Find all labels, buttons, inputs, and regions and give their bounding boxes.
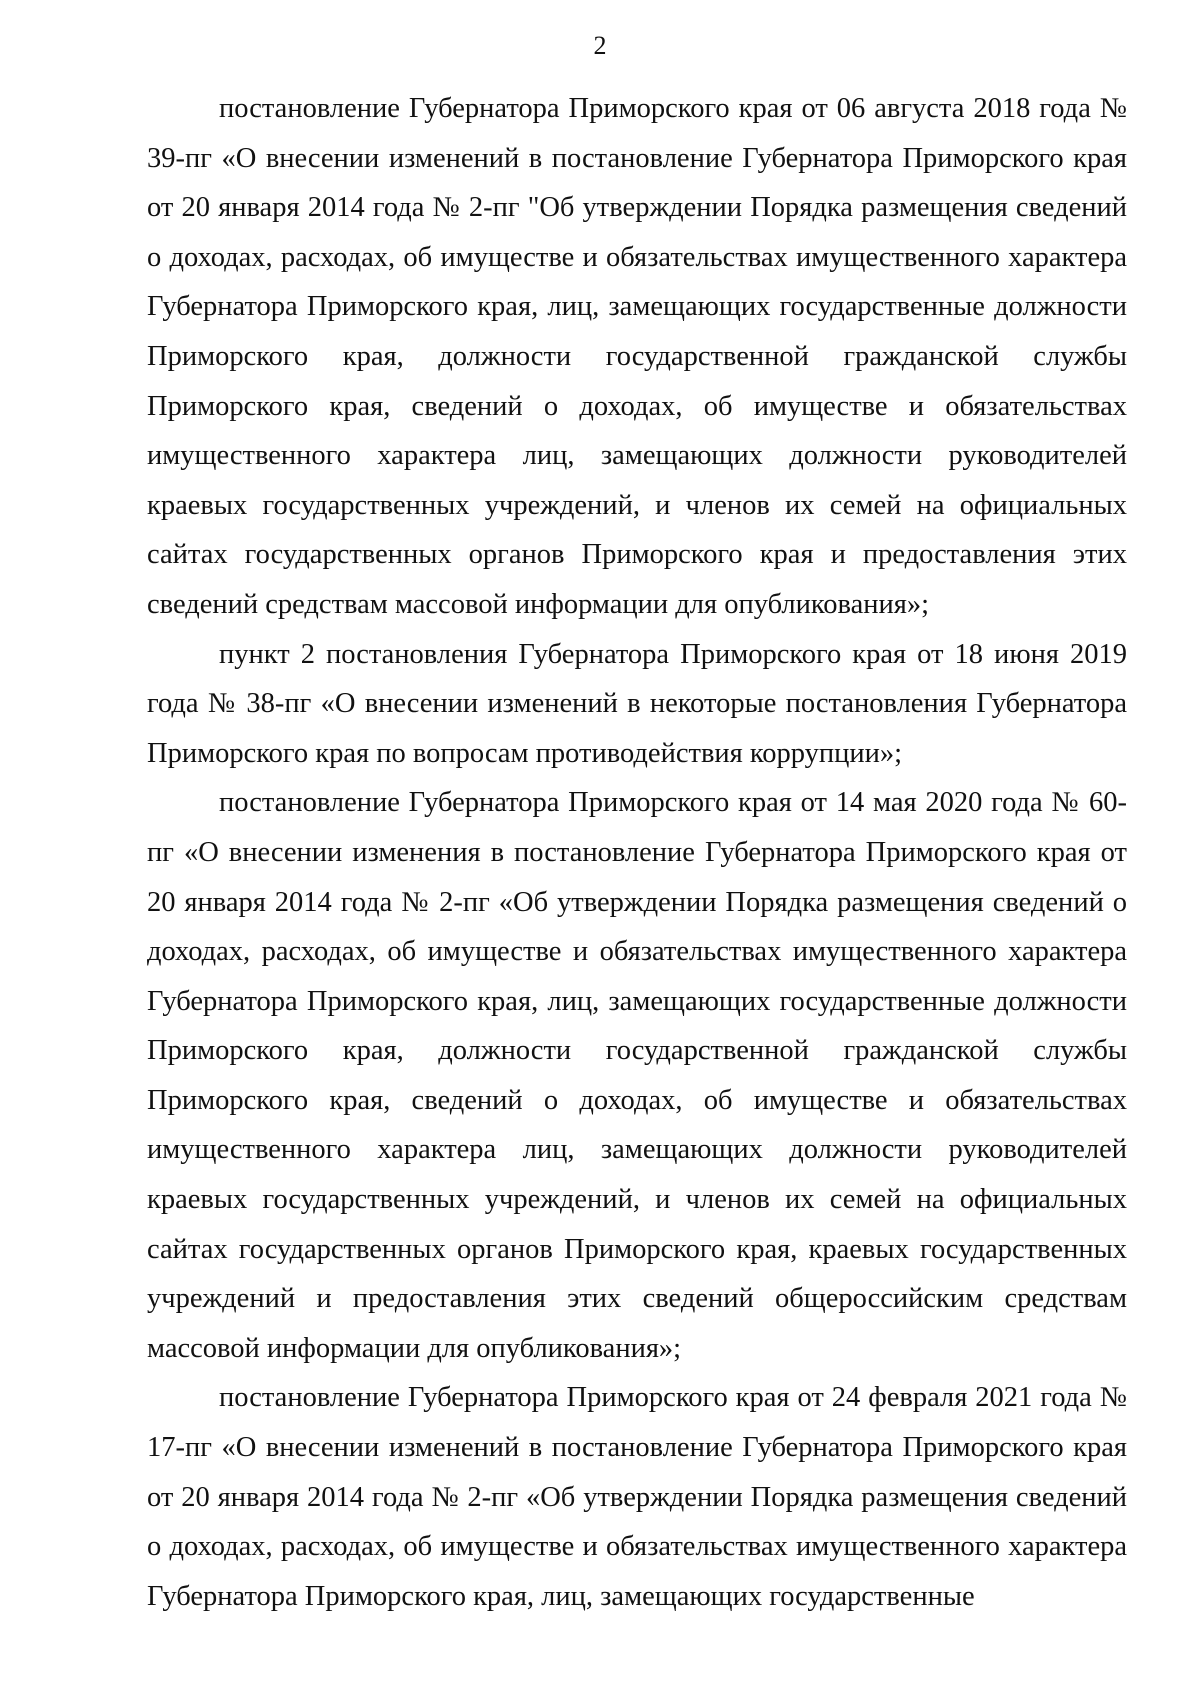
page-number: 2 [593, 31, 607, 60]
paragraph-amendment-2019: пункт 2 постановления Губернатора Приморского края от 18 июня 2019 года № 38-пг «О внесении изменений в некоторые постановления Губернатора Приморского края по вопросам противодействия коррупции»; [147, 638, 1127, 769]
paragraph-amendment-2021: постановление Губернатора Приморского края от 24 февраля 2021 года № 17-пг «О внесении изменений в постановление Губернатора Приморского края от 20 января 2014 года № 2-пг «Об утверждении Порядка размещения сведений о доходах, расходах, об имуществе и обязательствах имущественного характера Губернатора Приморского края, лиц, замещающих государственные [147, 1382, 1127, 1612]
document-body [147, 84, 1127, 1621]
paragraph-amendment-2018: постановление Губернатора Приморского края от 06 августа 2018 года № 39-пг «О внесении изменений в постановление Губернатора Приморского края от 20 января 2014 года № 2-пг "Об утверждении Порядка размещения сведений о доходах, расходах, об имуществе и обязательствах имущественного характера Губернатора Приморского края, лиц, замещающих государственные должности Приморского края, должности государственной гражданской службы Приморского края, сведений о доходах, об имуществе и обязательствах имущественного характера лиц, замещающих должности руководителей краевых государственных учреждений, и членов их семей на официальных сайтах государственных органов Приморского края и предоставления этих сведений средствам массовой информации для опубликования»; [147, 93, 1127, 620]
paragraph-amendment-2020: постановление Губернатора Приморского края от 14 мая 2020 года № 60-пг «О внесении изменения в постановление Губернатора Приморского края от 20 января 2014 года № 2-пг «Об утверждении Порядка размещения сведений о доходах, расходах, об имуществе и обязательствах имущественного характера Губернатора Приморского края, лиц, замещающих государственные должности Приморского края, должности государственной гражданской службы Приморского края, сведений о доходах, об имуществе и обязательствах имущественного характера лиц, замещающих должности руководителей краевых государственных учреждений, и членов их семей на официальных сайтах государственных органов Приморского края, краевых государственных учреждений и предоставления этих сведений общероссийским средствам массовой информации для опубликования»; [147, 787, 1127, 1364]
